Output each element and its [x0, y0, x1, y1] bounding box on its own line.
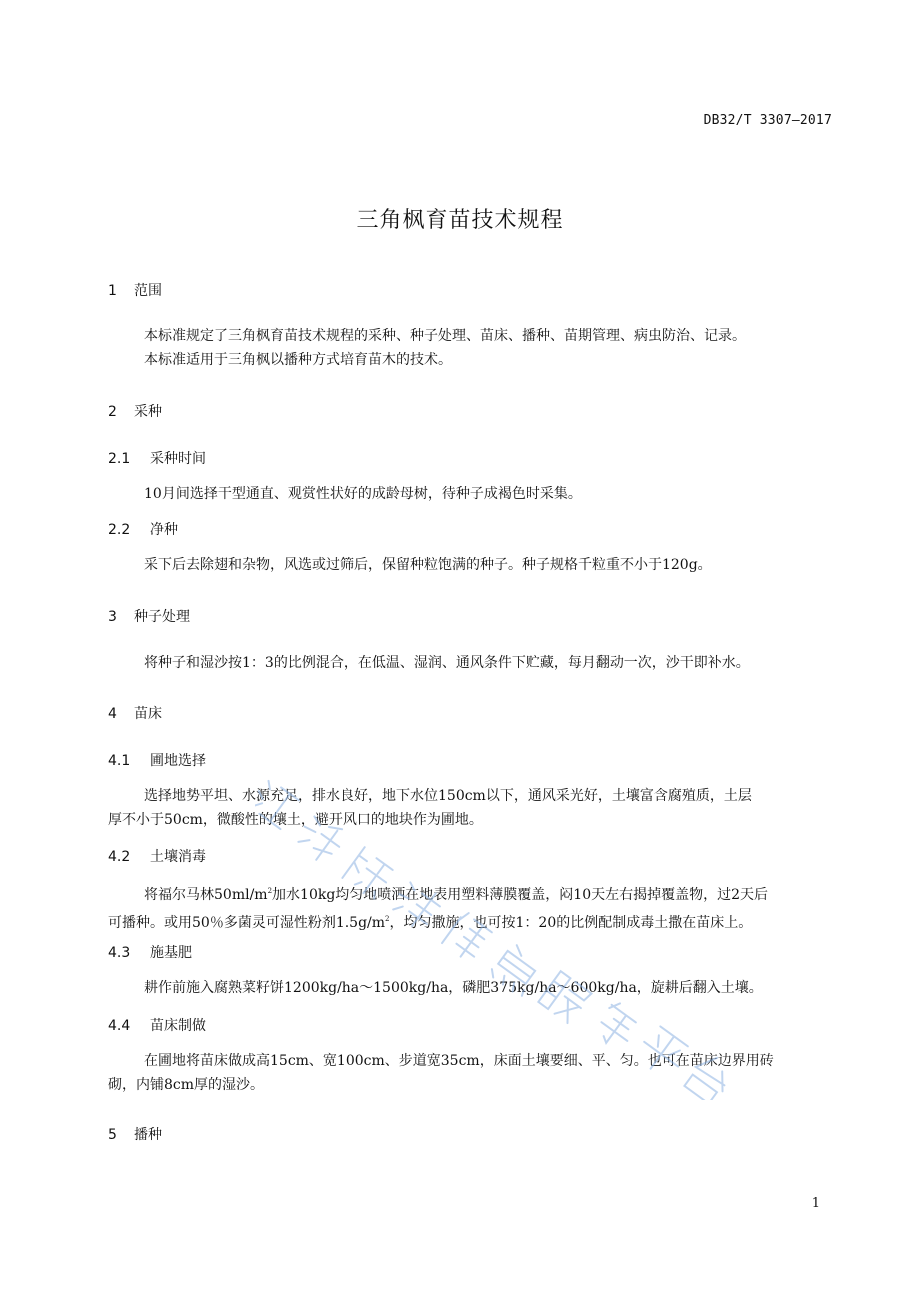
section-title: 种子处理: [134, 609, 190, 625]
section-title: 土壤消毒: [150, 849, 206, 865]
section-title: 苗床制做: [150, 1018, 206, 1034]
paragraph-text: ，均匀撒施，也可按1：20的比例配制成毒土撒在苗床上。: [389, 915, 753, 931]
section-title: 净种: [150, 522, 178, 538]
section-heading-4-3: [108, 942, 192, 962]
section-heading-4: [108, 703, 162, 723]
superscript-2: 2: [267, 887, 273, 895]
section-4-1-paragraph: [108, 784, 834, 832]
superscript-2: 2: [385, 915, 390, 923]
section-heading-2-2: [108, 519, 178, 539]
paragraph-line-1: 在圃地将苗床做成高15cm、宽100cm、步道宽35cm，床面土壤要细、平、匀。也可在苗床边界用砖: [144, 1053, 774, 1069]
section-heading-5: [108, 1124, 162, 1144]
section-number: 4.3: [108, 945, 131, 961]
section-4-3-paragraph: 耕作前施入腐熟菜籽饼1200kg/ha～1500kg/ha，磷肥375kg/ha～600kg/ha，旋耕后翻入土壤。: [144, 980, 763, 996]
section-title: 播种: [134, 1127, 162, 1143]
section-number: 2.1: [108, 451, 131, 467]
section-number: 5: [108, 1127, 117, 1143]
page-number: 1: [811, 1196, 820, 1211]
paragraph-line-2: 厚不小于50cm，微酸性的壤土，避开风口的地块作为圃地。: [108, 812, 483, 828]
section-2-1-paragraph: 10月间选择干型通直、观赏性状好的成龄母树，待种子成褐色时采集。: [144, 486, 582, 502]
section-number: 3: [108, 609, 117, 625]
section-number: 2: [108, 404, 117, 420]
section-heading-4-4: [108, 1015, 206, 1035]
section-number: 4: [108, 706, 117, 722]
paragraph-text: 将福尔马林50ml/m: [144, 887, 268, 903]
section-3-paragraph: 将种子和湿沙按1：3的比例混合，在低温、湿润、通风条件下贮藏，每月翻动一次，沙干即补水。: [144, 655, 750, 671]
section-number: 4.1: [108, 753, 131, 769]
section-heading-1: [108, 280, 162, 300]
section-4-4-paragraph: [108, 1049, 834, 1097]
section-heading-2-1: [108, 448, 206, 468]
section-1-paragraph-2: 本标准适用于三角枫以播种方式培育苗木的技术。: [144, 352, 452, 368]
section-title: 施基肥: [150, 945, 192, 961]
section-2-2-paragraph: 采下后去除翅和杂物，风选或过筛后，保留种粒饱满的种子。种子规格千粒重不小于120g。: [144, 557, 712, 573]
section-title: 范围: [134, 283, 162, 299]
section-title: 圃地选择: [150, 753, 206, 769]
document-title: 三角枫育苗技术规程: [356, 208, 564, 233]
section-number: 2.2: [108, 522, 131, 538]
paragraph-line-2: 砌，内铺8cm厚的湿沙。: [108, 1077, 265, 1093]
section-heading-2: [108, 401, 162, 421]
section-title: 苗床: [134, 706, 162, 722]
paragraph-line-2: [108, 907, 834, 935]
standard-number: DB32/T 3307—2017: [703, 113, 832, 128]
section-heading-4-2: [108, 846, 206, 866]
paragraph-line-1: 选择地势平坦、水源充足，排水良好，地下水位150cm以下，通风采光好，土壤富含腐殖质，土层: [144, 788, 752, 804]
paragraph-text: 可播种。或用50％多菌灵可湿性粉剂1.5g/m: [108, 915, 386, 931]
section-title: 采种: [134, 404, 162, 420]
section-heading-3: [108, 606, 190, 626]
section-4-2-paragraph: [108, 879, 834, 935]
section-number: 4.2: [108, 849, 131, 865]
section-heading-4-1: [108, 750, 206, 770]
section-number: 1: [108, 283, 117, 299]
section-1-paragraph-1: 本标准规定了三角枫育苗技术规程的采种、种子处理、苗床、播种、苗期管理、病虫防治、记录。: [144, 328, 746, 344]
section-number: 4.4: [108, 1018, 131, 1034]
paragraph-text: 加水10kg均匀地喷洒在地表用塑料薄膜覆盖，闷10天左右揭掉覆盖物，过2天后: [272, 887, 769, 903]
section-title: 采种时间: [150, 451, 206, 467]
